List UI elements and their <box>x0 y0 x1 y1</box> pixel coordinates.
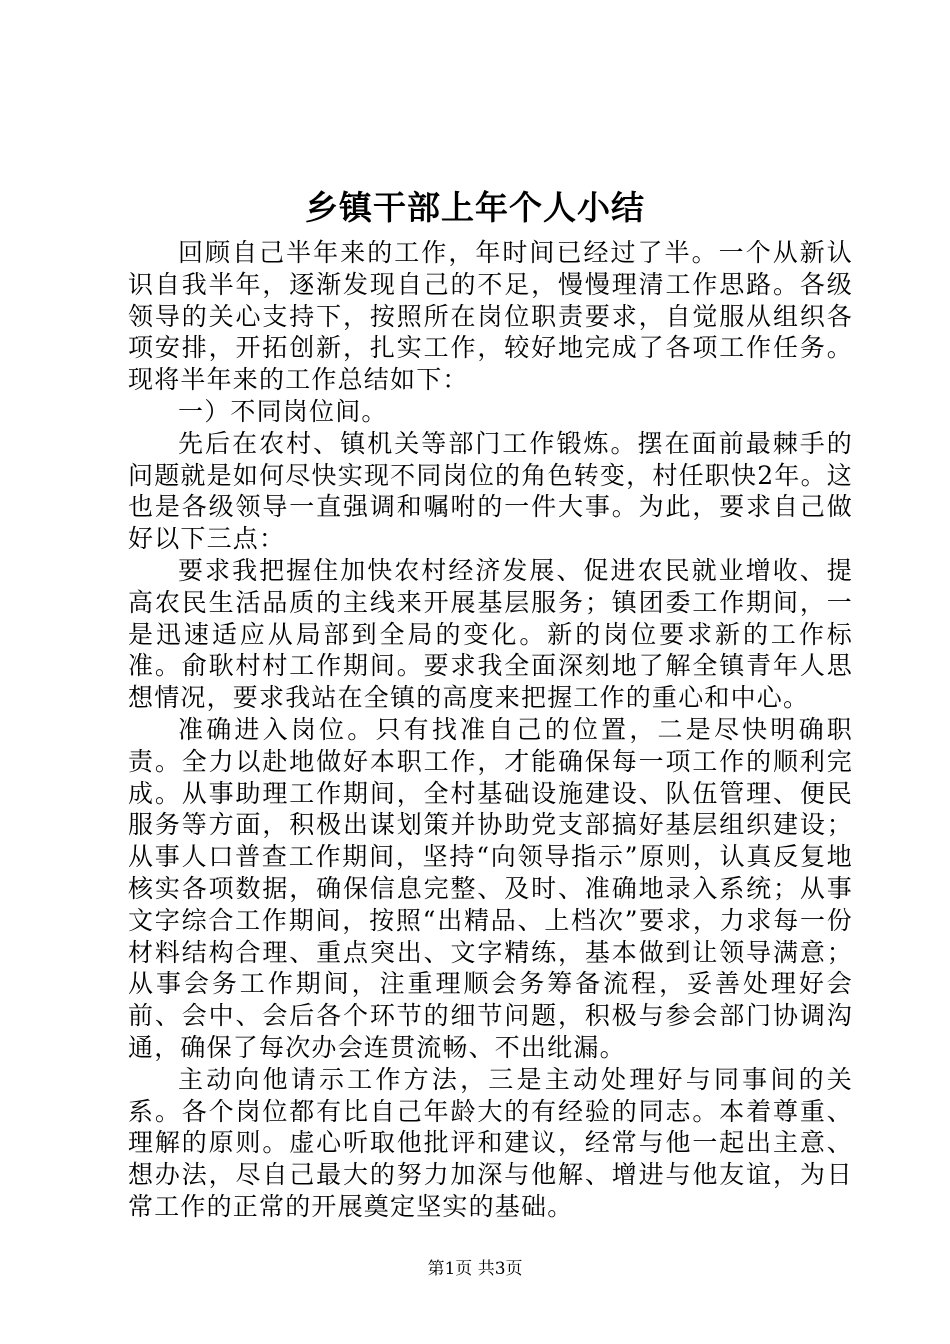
paragraph-4: 要求我把握住加快农村经济发展、促进农民就业增收、提高农民生活品质的主线来开展基层服务；镇团委工作期间，一是迅速适应从局部到全局的变化。新的岗位要求新的工作标准。俞耿村村工作期间。要求我全面深刻地了解全镇青年人思想情况，要求我站在全镇的高度来把握工作的重心和中心。 <box>128 555 853 713</box>
paragraph-5: 准确进入岗位。只有找准自己的位置，二是尽快明确职责。全力以赴地做好本职工作，才能确保每一项工作的顺利完成。从事助理工作期间，全村基础设施建设、队伍管理、便民服务等方面，积极出谋划策并协助党支部搞好基层组织建设；从事人口普查工作期间，坚持“向领导指示”原则，认真反复地核实各项数据，确保信息完整、及时、准确地录入系统；从事文字综合工作期间，按照“出精品、上档次”要求，力求每一份材料结构合理、重点突出、文字精练，基本做到让领导满意；从事会务工作期间，注重理顺会务筹备流程，妥善处理好会前、会中、会后各个环节的细节问题，积极与参会部门协调沟通，确保了每次办会连贯流畅、不出纰漏。 <box>128 714 853 1062</box>
paragraph-6: 主动向他请示工作方法，三是主动处理好与同事间的关系。各个岗位都有比自己年龄大的有经验的同志。本着尊重、理解的原则。虚心听取他批评和建议，经常与他一起出主意、想办法，尽自己最大的努力加深与他解、增进与他友谊，为日常工作的正常的开展奠定坚实的基础。 <box>128 1064 853 1221</box>
paragraph-2: 一）不同岗位间。 <box>178 396 388 426</box>
page-number-footer: 第1页 共3页 <box>427 1259 523 1279</box>
document-body <box>128 237 853 1223</box>
document-title: 乡镇干部上年个人小结 <box>305 188 645 227</box>
paragraph-1: 回顾自己半年来的工作，年时间已经过了半。一个从新认识自我半年，逐渐发现自己的不足，慢慢理清工作思路。各级领导的关心支持下，按照所在岗位职责要求，自觉服从组织各项安排，开拓创新，扎实工作，较好地完成了各项工作任务。现将半年来的工作总结如下： <box>128 238 853 395</box>
paragraph-3: 先后在农村、镇机关等部门工作锻炼。摆在面前最棘手的问题就是如何尽快实现不同岗位的角色转变，村任职快2年。这也是各级领导一直强调和嘱咐的一件大事。为此，要求自己做好以下三点： <box>128 428 853 554</box>
